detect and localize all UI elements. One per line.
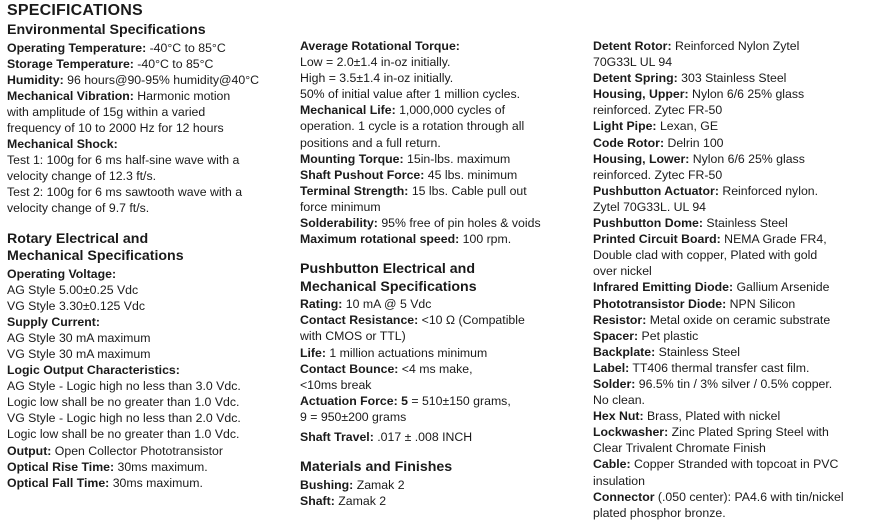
spec-label: Bushing:: [300, 477, 354, 492]
spec-value: Stainless Steel: [702, 216, 788, 231]
spec-lockwasher: [593, 424, 868, 440]
section-heading-rotary: Rotary Electrical and: [7, 230, 149, 247]
spec-label: Shaft:: [300, 493, 335, 508]
spec-text: No clean.: [593, 393, 645, 408]
spec-housing-lower: [593, 151, 868, 167]
spec-humidity: [7, 72, 289, 88]
section-heading-environmental: Environmental Specifications: [7, 22, 206, 38]
spec-mechanical-vibration: [7, 88, 289, 104]
section-heading-rotary-2: Mechanical Specifications: [7, 248, 184, 265]
spec-life: [300, 345, 580, 361]
spec-value: 100 rpm.: [459, 232, 512, 247]
spacer: [300, 445, 580, 459]
spec-shaft-travel: [300, 429, 580, 445]
spec-label: Maximum rotational speed:: [300, 232, 460, 247]
spec-label: Pushbutton Actuator:: [593, 183, 719, 198]
spec-label: Terminal Strength:: [300, 183, 409, 198]
spec-text: 70G33L UL 94: [593, 55, 673, 70]
spec-text: Clear Trivalent Chromate Finish: [593, 441, 766, 456]
spec-label: Actuation Force: 5: [300, 393, 408, 408]
spec-value: Stainless Steel: [655, 344, 740, 359]
spec-text: Test 1: 100g for 6 ms half-sine wave with a: [7, 153, 240, 168]
spec-value: = 510±150 grams,: [407, 393, 511, 408]
spec-text: insulation: [593, 473, 645, 488]
spec-label: Connector: [593, 489, 655, 504]
spec-value: Gallium Arsenide: [733, 280, 830, 295]
spec-text: with amplitude of 15g within a varied: [7, 104, 206, 119]
spec-connector: [593, 489, 868, 505]
spec-label: Contact Bounce:: [300, 361, 399, 376]
column-3: [593, 38, 868, 521]
spec-label: Code Rotor:: [593, 135, 665, 150]
spec-label: Label:: [593, 360, 630, 375]
spec-text: velocity change of 9.7 ft/s.: [7, 201, 150, 216]
spec-value: 15 lbs. Cable pull out: [408, 183, 527, 198]
spec-solder: [593, 376, 868, 392]
spec-label: Operating Temperature:: [7, 40, 147, 55]
spec-housing-upper: [593, 86, 868, 102]
spec-max-rotational-speed: [300, 231, 580, 247]
spec-code-rotor: [593, 135, 868, 151]
spec-mechanical-life: [300, 102, 580, 118]
spec-pushbutton-dome: [593, 215, 868, 231]
spec-solderability: [300, 215, 580, 231]
spec-value: (.050 center): PA4.6 with tin/nickel: [654, 489, 844, 504]
spec-text: positions and a full return.: [300, 135, 441, 150]
spec-backplate: [593, 344, 868, 360]
spacer: [300, 247, 580, 261]
spec-label: Storage Temperature:: [7, 56, 134, 71]
spec-text: <10ms break: [300, 377, 372, 392]
spec-value: .017 ± .008 INCH: [373, 429, 473, 444]
spec-text: 50% of initial value after 1 million cycles.: [300, 87, 521, 102]
spec-contact-resistance: [300, 312, 580, 328]
page-title: SPECIFICATIONS: [7, 2, 143, 19]
column-1: [7, 22, 289, 491]
spec-label: Lockwasher:: [593, 425, 669, 440]
spec-pushbutton-actuator: [593, 183, 868, 199]
spec-value: 45 lbs. minimum: [424, 167, 518, 182]
spec-infrared-emitting-diode: [593, 279, 868, 295]
spec-label: Housing, Upper:: [593, 87, 689, 102]
spec-text: High = 3.5±1.4 in-oz initially.: [300, 71, 454, 86]
spec-label: Pushbutton Dome:: [593, 216, 703, 231]
spec-text: Double clad with copper, Plated with gold: [593, 248, 818, 263]
spec-text: operation. 1 cycle is a rotation through all: [300, 119, 525, 134]
spec-label: Detent Rotor:: [593, 39, 672, 53]
spec-value: Open Collector Phototransistor: [51, 443, 223, 458]
spec-value: NEMA Grade FR4,: [720, 232, 827, 247]
spec-text: AG Style - Logic high no less than 3.0 Vdc.: [7, 379, 241, 394]
spec-text: Zytel 70G33L. UL 94: [593, 199, 707, 214]
spec-actuation-force: [300, 393, 580, 409]
spec-value: 96 hours@90-95% humidity@40°C: [63, 72, 260, 87]
spec-text: over nickel: [593, 264, 652, 279]
spec-label: Infrared Emitting Diode:: [593, 280, 734, 295]
spec-operating-voltage: Operating Voltage:: [7, 266, 117, 281]
spec-shaft-pushout-force: [300, 167, 580, 183]
spec-text: velocity change of 12.3 ft/s.: [7, 169, 157, 184]
spec-printed-circuit-board: [593, 231, 868, 247]
spec-label: Backplate:: [593, 344, 656, 359]
spec-label: Mechanical Life:: [300, 103, 396, 118]
spec-shaft: [300, 493, 580, 509]
spec-value: -40°C to 85°C: [146, 40, 226, 55]
spec-text: AG Style 30 mA maximum: [7, 330, 151, 345]
spec-label: Solderability:: [300, 216, 378, 231]
spec-label: Cable:: [593, 457, 631, 472]
spec-label: Shaft Travel:: [300, 429, 374, 444]
spec-label: Shaft Pushout Force:: [300, 167, 425, 182]
spec-value: Lexan, GE: [656, 119, 719, 134]
spec-operating-temperature: [7, 40, 289, 56]
spec-text: AG Style 5.00±0.25 Vdc: [7, 282, 139, 297]
spec-rating: [300, 296, 580, 312]
spec-optical-fall-time: [7, 475, 289, 491]
spec-value: Zamak 2: [334, 493, 387, 508]
spec-text: VG Style - Logic high no less than 2.0 Vdc.: [7, 411, 241, 426]
spec-label: Optical Fall Time:: [7, 475, 110, 490]
spec-text: frequency of 10 to 2000 Hz for 12 hours: [7, 120, 224, 135]
spec-cable: [593, 456, 868, 472]
spec-value: Metal oxide on ceramic substrate: [646, 312, 831, 327]
spec-value: Zinc Plated Spring Steel with: [668, 425, 829, 440]
spec-value: 10 mA @ 5 Vdc: [342, 297, 432, 312]
spec-label: Contact Resistance:: [300, 313, 419, 328]
spec-text: VG Style 3.30±0.125 Vdc: [7, 298, 145, 313]
spec-value: Nylon 6/6 25% glass: [689, 151, 805, 166]
spec-value: Nylon 6/6 25% glass: [688, 87, 805, 102]
spec-text: Low = 2.0±1.4 in-oz initially.: [300, 55, 451, 70]
spec-label: Rating:: [300, 297, 343, 312]
spec-label: Mechanical Vibration:: [7, 88, 134, 103]
spec-label: Output:: [7, 443, 52, 458]
spec-value: <4 ms make,: [398, 361, 473, 376]
spec-value: 95% free of pin holes & voids: [377, 216, 541, 231]
spec-label: Housing, Lower:: [593, 151, 690, 166]
spec-output: [7, 443, 289, 459]
spec-text: reinforced. Zytec FR-50: [593, 167, 723, 182]
spec-value: -40°C to 85°C: [133, 56, 214, 71]
spec-logic-output: Logic Output Characteristics:: [7, 363, 180, 378]
spec-label: Optical Rise Time:: [7, 459, 115, 474]
spec-label: Printed Circuit Board:: [593, 232, 721, 247]
spec-value: Brass, Plated with nickel: [643, 409, 781, 424]
spec-resistor: [593, 312, 868, 328]
spec-phototransistor-diode: [593, 296, 868, 312]
spec-value: Delrin 100: [664, 135, 724, 150]
spec-label: Solder:: [593, 376, 636, 391]
spec-light-pipe: [593, 118, 868, 134]
spec-value: 30ms maximum.: [114, 459, 208, 474]
spec-value: Copper Stranded with topcoat in PVC: [630, 457, 839, 472]
spec-mounting-torque: [300, 151, 580, 167]
spec-label: Resistor:: [593, 312, 647, 327]
section-heading-pushbutton-2: Mechanical Specifications: [300, 278, 477, 295]
spec-spacer: [593, 328, 868, 344]
spec-detent-spring: [593, 70, 868, 86]
spec-value: 303 Stainless Steel: [677, 71, 787, 86]
spec-text: VG Style 30 mA maximum: [7, 347, 151, 361]
spec-terminal-strength: [300, 183, 580, 199]
spec-value: Pet plastic: [638, 328, 699, 343]
spec-average-rotational-torque: Average Rotational Torque:: [300, 39, 460, 53]
spec-mechanical-shock: Mechanical Shock:: [7, 137, 118, 152]
section-heading-pushbutton: Pushbutton Electrical and: [300, 261, 476, 278]
spec-value: Harmonic motion: [133, 88, 231, 103]
spec-label-material: [593, 360, 868, 376]
spec-label: Life:: [300, 345, 326, 360]
column-2: [300, 38, 580, 509]
spec-value: Reinforced Nylon Zytel: [671, 39, 800, 53]
spec-value: 15in-lbs. maximum: [403, 151, 511, 166]
spec-text: plated phosphor bronze.: [593, 505, 726, 520]
spec-value: 1 million actuations minimum: [325, 345, 488, 360]
spec-text: Test 2: 100g for 6 ms sawtooth wave with a: [7, 185, 243, 200]
spec-label: Humidity:: [7, 72, 64, 87]
spec-value: NPN Silicon: [726, 296, 796, 311]
spec-text: force minimum: [300, 199, 381, 214]
spec-label: Phototransistor Diode:: [593, 296, 727, 311]
spec-value: <10 Ω (Compatible: [418, 313, 525, 328]
spec-label: Mounting Torque:: [300, 151, 404, 166]
section-heading-materials: Materials and Finishes: [300, 459, 453, 476]
spec-value: Zamak 2: [353, 477, 405, 492]
spec-text: Logic low shall be no greater than 1.0 Vdc.: [7, 427, 240, 442]
spec-label: Hex Nut:: [593, 409, 644, 424]
spec-label: Light Pipe:: [593, 119, 657, 134]
spec-value: Reinforced nylon.: [718, 183, 819, 198]
spec-text: reinforced. Zytec FR-50: [593, 103, 723, 118]
spec-bushing: [300, 477, 580, 493]
spec-contact-bounce: [300, 361, 580, 377]
spec-text: with CMOS or TTL): [300, 329, 406, 344]
spec-hex-nut: [593, 408, 868, 424]
spec-supply-current: Supply Current:: [7, 314, 100, 329]
spec-value: 30ms maximum.: [109, 475, 203, 490]
spec-value: 1,000,000 cycles of: [395, 103, 506, 118]
spec-label: Spacer:: [593, 328, 639, 343]
spec-optical-rise-time: [7, 459, 289, 475]
spec-detent-rotor: [593, 38, 868, 54]
spacer: [7, 217, 289, 231]
spec-value: TT406 thermal transfer cast film.: [629, 360, 810, 375]
spec-label: Detent Spring:: [593, 71, 678, 86]
spec-text: Logic low shall be no greater than 1.0 Vdc.: [7, 395, 240, 410]
spec-value: 96.5% tin / 3% silver / 0.5% copper.: [635, 376, 833, 391]
spec-storage-temperature: [7, 56, 289, 72]
spec-text: 9 = 950±200 grams: [300, 409, 407, 424]
